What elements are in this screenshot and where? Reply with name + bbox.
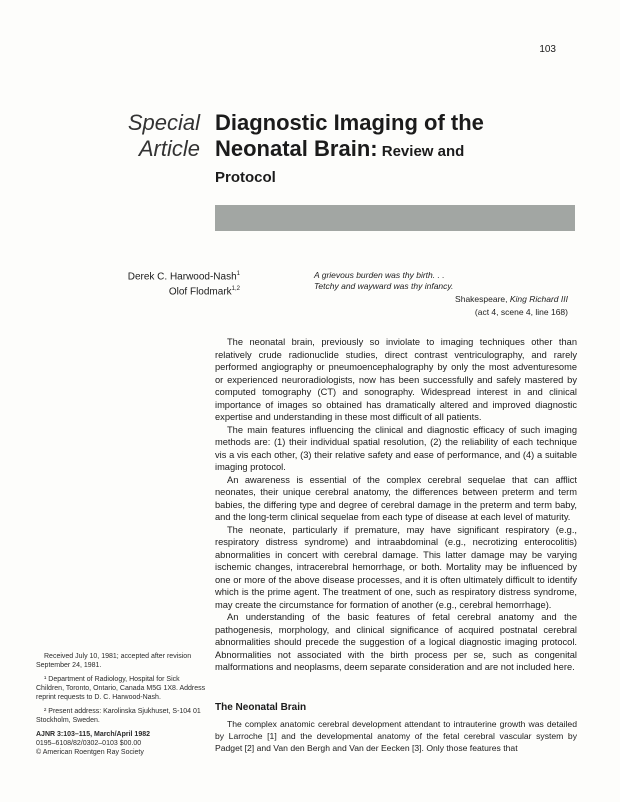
journal-line-3: © American Roentgen Ray Society <box>36 749 144 756</box>
author-1: Derek C. Harwood-Nash$^1$ <box>127 271 240 283</box>
section-label-line-2: Article <box>138 136 200 161</box>
body-paragraph: An awareness is essential of the complex cerebral sequelae that can afflict neonates, their unique cerebral anatomy, the differences between preterm and term babies, the differing type and degree of cerebral damage in the preterm and term baby, and the long-term clinical sequelae from each type of disease at each level of maturity. <box>215 474 577 522</box>
body-text <box>215 336 577 674</box>
epigraph-line-2: Tetchy and wayward was thy infancy. <box>314 281 454 291</box>
footnote-1: ¹ Department of Radiology, Hospital for Sick Children, Toronto, Ontario, Canada M5G 1X8. Address reprint requests to D. C. Harwood-Nash. <box>36 676 206 701</box>
author-list <box>60 268 240 299</box>
title-line-2-bold: Neonatal Brain: <box>215 136 378 161</box>
body-paragraph: The neonate, particularly if premature, may have significant respiratory (e.g., respiratory distress syndrome) and intraabdominal (e.g., necrotizing enterocolitis) abnormalities in concert with cerebral damage. This latter damage may be varying ischemic changes, intracerebral hemorrhage, or both. Mortality may be influenced by one or more of the above disease processes, and it is often ultimately difficult to identify which is the prime agent. The treatment of one, such as respiratory distress syndrome, may create the circumstance for formation of another (e.g., cerebral hemorrhage). <box>215 524 577 610</box>
footnote-received: Received July 10, 1981; accepted after revision September 24, 1981. <box>36 653 192 669</box>
journal-line-1: AJNR 3:103–115, March/April 1982 <box>36 731 151 738</box>
section-heading: The Neonatal Brain <box>215 702 307 713</box>
body-paragraph: The neonatal brain, previously so inviolate to imaging techniques other than relatively crude radionuclide studies, direct contrast ventriculography, and rarely performed angiography or pneumoencephalography by only the most adventuresome or experienced neuroradiologists, now has been successfully and safely mastered by computed tomography (CT) and sonography. Widespread interest in and clinical importance of images so obtained has dramatically altered and improved diagnostic expertise and understanding in these most difficult of all patients. <box>215 337 577 422</box>
section-body-text <box>215 718 577 754</box>
section-label <box>60 110 200 162</box>
footnotes <box>36 652 206 757</box>
journal-line-2: 0195–6108/82/0302–0103 $00.00 <box>36 740 142 747</box>
epigraph-attribution-detail: (act 4, scene 4, line 168) <box>474 307 568 317</box>
title-line-3: Protocol <box>215 169 276 186</box>
body-paragraph: The main features influencing the clinical and diagnostic efficacy of such imaging methods are: (1) their individual spatial resolution, (2) the reliability of each technique vis a vis each other, (3) their relative safety and ease of performance, and (4) a suitable imaging protocol. <box>215 424 577 472</box>
footnote-2: ² Present address: Karolinska Sjukhuset, S-104 01 Stockholm, Sweden. <box>36 708 201 724</box>
epigraph-line-1: A grievous burden was thy birth. . . <box>314 270 445 280</box>
body-paragraph: An understanding of the basic features of fetal cerebral anatomy and the pathogenesis, morphology, and clinical significance of acquired postnatal cerebral abnormalities should precede the suggestion of a logical diagnostic imaging protocol. Abnormalities not associated with the birth process per se, such as congenital malformations and neoplasms, deem separate consideration and are not included here. <box>215 612 577 672</box>
epigraph-attribution: Shakespeare, King Richard III <box>455 294 568 304</box>
title-line-1: Diagnostic Imaging of the <box>215 110 484 135</box>
journal-citation <box>36 730 206 757</box>
title-line-2-rest: Review and <box>377 143 465 160</box>
title-banner-bar <box>215 205 575 231</box>
title-line-2 <box>215 136 575 165</box>
section-paragraph: The complex anatomic cerebral development attendant to intrauterine growth was detailed by Larroche [1] and the developmental anatomy of the fetal cerebral vascular system by Padget [2] and Van den Bergh and Van der Eecken [3]. Only those features that <box>215 719 577 753</box>
author-2: Olof Flodmark$^{1,2}$ <box>168 286 240 298</box>
article-title <box>215 110 575 191</box>
epigraph <box>300 270 580 318</box>
section-label-line-1: Special <box>127 110 200 135</box>
page-number: 103 <box>539 44 556 55</box>
